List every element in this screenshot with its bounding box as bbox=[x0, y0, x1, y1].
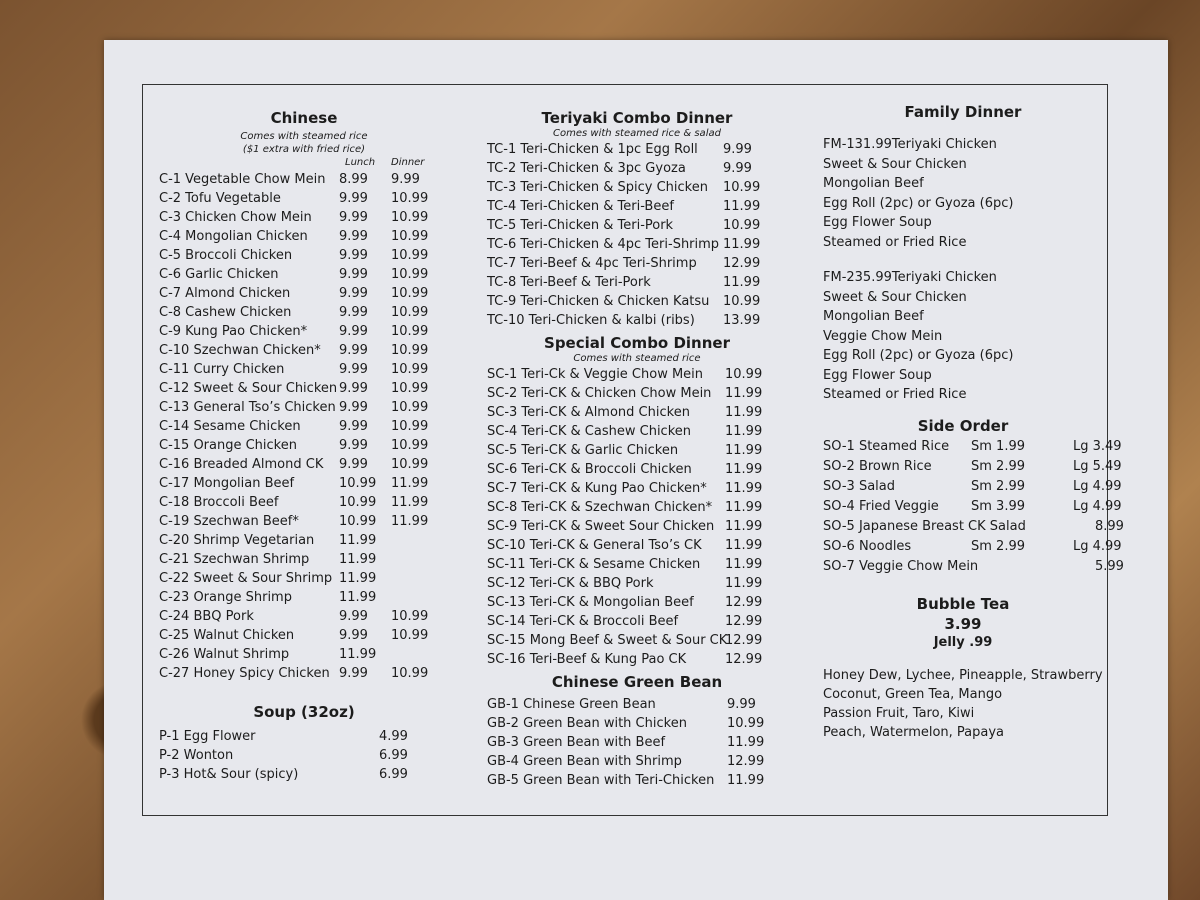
item-name: P-3 Hot& Sour (spicy) bbox=[159, 767, 299, 782]
special-item bbox=[487, 555, 787, 574]
dinner-price: 10.99 bbox=[391, 248, 429, 263]
teriyaki-item bbox=[487, 292, 787, 311]
lunch-price: 9.99 bbox=[339, 286, 368, 301]
special-item bbox=[487, 536, 787, 555]
item-name: SC-11 Teri-CK & Sesame Chicken bbox=[487, 557, 701, 572]
soup-item-list bbox=[159, 727, 449, 784]
small-price: Sm 3.99 bbox=[971, 498, 1025, 514]
soup-item bbox=[159, 765, 449, 784]
item-name: C-15 Orange Chicken bbox=[159, 438, 297, 453]
large-price: 8.99 bbox=[1095, 518, 1124, 534]
family-item: Egg Flower Soup bbox=[823, 367, 932, 383]
flavor-line: Passion Fruit, Taro, Kiwi bbox=[823, 705, 975, 721]
greenbean-title: Chinese Green Bean bbox=[551, 673, 723, 691]
special-item bbox=[487, 479, 787, 498]
item-name: TC-4 Teri-Chicken & Teri-Beef bbox=[487, 199, 674, 214]
item-name: C-5 Broccoli Chicken bbox=[159, 248, 293, 263]
lunch-header: Lunch bbox=[345, 157, 376, 168]
lunch-price: 9.99 bbox=[339, 419, 368, 434]
family-item: Egg Flower Soup bbox=[823, 215, 932, 230]
small-price: Sm 2.99 bbox=[971, 458, 1025, 474]
special-title: Special Combo Dinner bbox=[544, 334, 730, 352]
lunch-price: 9.99 bbox=[339, 210, 368, 225]
small-price: Sm 1.99 bbox=[971, 438, 1025, 454]
chinese-item bbox=[159, 512, 449, 531]
item-name: SC-15 Mong Beef & Sweet & Sour CK bbox=[487, 633, 728, 648]
dinner-price: 10.99 bbox=[391, 210, 429, 225]
dinner-price: 10.99 bbox=[391, 666, 429, 681]
bubble-price: 3.99 bbox=[944, 614, 982, 633]
family-line bbox=[823, 288, 1103, 308]
chinese-item bbox=[159, 398, 449, 417]
item-price: 6.99 bbox=[379, 748, 408, 763]
item-name: C-8 Cashew Chicken bbox=[159, 305, 292, 320]
item-name: GB-1 Chinese Green Bean bbox=[487, 697, 656, 712]
lunch-price: 9.99 bbox=[339, 324, 368, 339]
family-price: 35.99 bbox=[854, 270, 892, 285]
item-name: SC-9 Teri-CK & Sweet Sour Chicken bbox=[487, 519, 715, 534]
chinese-item bbox=[159, 493, 449, 512]
special-item bbox=[487, 403, 787, 422]
item-name: GB-4 Green Bean with Shrimp bbox=[487, 754, 682, 769]
dinner-price: 10.99 bbox=[391, 457, 429, 472]
item-price: 12.99 bbox=[723, 256, 761, 271]
item-price: 11.99 bbox=[725, 443, 763, 458]
family-item: Sweet & Sour Chicken bbox=[823, 289, 967, 305]
item-name: SC-16 Teri-Beef & Kung Pao CK bbox=[487, 652, 687, 667]
item-name: P-2 Wonton bbox=[159, 748, 234, 763]
special-item bbox=[487, 422, 787, 441]
chinese-item bbox=[159, 607, 449, 626]
bubble-jelly: Jelly .99 bbox=[933, 634, 993, 650]
side-item bbox=[823, 477, 1122, 497]
large-price: Lg 4.99 bbox=[1073, 498, 1122, 514]
lunch-price: 9.99 bbox=[339, 343, 368, 358]
item-price: 11.99 bbox=[725, 538, 763, 553]
item-price: 9.99 bbox=[727, 697, 756, 712]
item-name: TC-6 Teri-Chicken & 4pc Teri-Shrimp bbox=[487, 237, 720, 252]
item-name: C-17 Mongolian Beef bbox=[159, 476, 295, 491]
item-name: SC-14 Teri-CK & Broccoli Beef bbox=[487, 614, 679, 629]
side-item bbox=[823, 497, 1122, 517]
item-price: 13.99 bbox=[723, 313, 761, 328]
item-price: 10.99 bbox=[725, 367, 763, 382]
item-name: C-16 Breaded Almond CK bbox=[159, 457, 324, 472]
item-price: 9.99 bbox=[723, 142, 752, 157]
item-price: 11.99 bbox=[725, 386, 763, 401]
soup-title: Soup (32oz) bbox=[253, 703, 355, 721]
family-line bbox=[823, 385, 1103, 405]
large-price: 5.99 bbox=[1095, 558, 1124, 574]
special-item-list bbox=[487, 365, 787, 669]
teriyaki-item bbox=[487, 159, 787, 178]
dinner-price: 10.99 bbox=[391, 400, 429, 415]
item-name: C-25 Walnut Chicken bbox=[159, 628, 295, 643]
lunch-price: 11.99 bbox=[339, 647, 377, 662]
family-item: Steamed or Fried Rice bbox=[823, 387, 967, 402]
item-price: 11.99 bbox=[725, 405, 763, 420]
dinner-price: 11.99 bbox=[391, 495, 429, 510]
dinner-price: 10.99 bbox=[391, 628, 429, 643]
item-name: SO-4 Fried Veggie bbox=[823, 498, 939, 514]
family-title: Family Dinner bbox=[904, 103, 1022, 121]
chinese-item bbox=[159, 455, 449, 474]
lunch-price: 11.99 bbox=[339, 590, 377, 605]
family-code: FM-1 bbox=[823, 137, 855, 152]
item-price: 11.99 bbox=[727, 735, 765, 750]
chinese-item bbox=[159, 664, 449, 683]
item-name: TC-2 Teri-Chicken & 3pc Gyoza bbox=[487, 161, 686, 176]
lunch-price: 11.99 bbox=[339, 533, 377, 548]
lunch-price: 8.99 bbox=[339, 172, 368, 187]
soup-item bbox=[159, 727, 449, 746]
small-price: Sm 2.99 bbox=[971, 478, 1025, 494]
greenbean-item-list bbox=[487, 695, 787, 790]
item-name: SO-2 Brown Rice bbox=[823, 458, 932, 474]
teriyaki-item bbox=[487, 216, 787, 235]
chinese-item bbox=[159, 360, 449, 379]
special-item bbox=[487, 384, 787, 403]
chinese-note-rice: Comes with steamed rice bbox=[240, 131, 368, 142]
item-price: 11.99 bbox=[723, 275, 761, 290]
greenbean-item bbox=[487, 714, 787, 733]
item-name: SC-12 Teri-CK & BBQ Pork bbox=[487, 576, 654, 591]
chinese-item bbox=[159, 170, 449, 189]
family-fm2 bbox=[823, 268, 1103, 405]
greenbean-item bbox=[487, 733, 787, 752]
family-item: Egg Roll (2pc) or Gyoza (6pc) bbox=[823, 195, 1014, 211]
item-name: P-1 Egg Flower bbox=[159, 729, 256, 744]
item-name: SC-4 Teri-CK & Cashew Chicken bbox=[487, 424, 692, 439]
chinese-item bbox=[159, 189, 449, 208]
side-item bbox=[823, 557, 1124, 577]
flavor-line: Honey Dew, Lychee, Pineapple, Strawberry bbox=[823, 667, 1103, 683]
item-name: C-23 Orange Shrimp bbox=[159, 590, 292, 605]
item-name: SC-6 Teri-CK & Broccoli Chicken bbox=[487, 462, 692, 477]
item-name: SC-1 Teri-Ck & Veggie Chow Mein bbox=[487, 367, 704, 382]
item-name: SO-3 Salad bbox=[823, 478, 895, 494]
chinese-item bbox=[159, 436, 449, 455]
dinner-price: 11.99 bbox=[391, 514, 429, 529]
dinner-price: 10.99 bbox=[391, 381, 429, 396]
column-family bbox=[823, 85, 1124, 742]
family-line bbox=[823, 366, 1103, 386]
item-price: 11.99 bbox=[725, 500, 763, 515]
item-price: 11.99 bbox=[725, 481, 763, 496]
family-line bbox=[823, 213, 1103, 233]
menu-paper bbox=[104, 40, 1168, 900]
item-name: C-3 Chicken Chow Mein bbox=[159, 210, 312, 225]
side-item bbox=[823, 437, 1122, 457]
item-name: C-21 Szechwan Shrimp bbox=[159, 552, 310, 567]
teriyaki-title: Teriyaki Combo Dinner bbox=[541, 109, 733, 127]
item-name: C-10 Szechwan Chicken* bbox=[159, 343, 321, 358]
family-item: Steamed or Fried Rice bbox=[823, 234, 967, 250]
special-item bbox=[487, 650, 787, 669]
large-price: Lg 5.49 bbox=[1073, 458, 1122, 474]
item-price: 9.99 bbox=[723, 161, 752, 176]
lunch-price: 9.99 bbox=[339, 609, 368, 624]
chinese-item bbox=[159, 588, 449, 607]
side-item bbox=[823, 457, 1122, 477]
family-item: Sweet & Sour Chicken bbox=[823, 156, 967, 172]
dinner-price: 10.99 bbox=[391, 229, 429, 244]
teriyaki-item-list bbox=[487, 140, 787, 330]
item-name: SC-2 Teri-CK & Chicken Chow Mein bbox=[487, 386, 712, 401]
item-name: TC-10 Teri-Chicken & kalbi (ribs) bbox=[487, 313, 695, 328]
chinese-note-fried: ($1 extra with fried rice) bbox=[242, 144, 366, 155]
special-item bbox=[487, 612, 787, 631]
chinese-item bbox=[159, 474, 449, 493]
lunch-price: 9.99 bbox=[339, 400, 368, 415]
lunch-price: 9.99 bbox=[339, 305, 368, 320]
dinner-header: Dinner bbox=[391, 157, 425, 168]
chinese-item bbox=[159, 265, 449, 284]
greenbean-item bbox=[487, 771, 787, 790]
chinese-title: Chinese bbox=[270, 109, 338, 127]
chinese-item bbox=[159, 569, 449, 588]
dinner-price: 11.99 bbox=[391, 476, 429, 491]
item-name: C-22 Sweet & Sour Shrimp bbox=[159, 571, 333, 586]
item-name: SC-8 Teri-CK & Szechwan Chicken* bbox=[487, 500, 713, 515]
lunch-price: 9.99 bbox=[339, 628, 368, 643]
item-name: TC-1 Teri-Chicken & 1pc Egg Roll bbox=[487, 142, 698, 157]
family-price: 31.99 bbox=[854, 137, 892, 152]
item-name: C-14 Sesame Chicken bbox=[159, 419, 301, 434]
menu-frame bbox=[142, 84, 1124, 816]
chinese-item bbox=[159, 284, 449, 303]
item-price: 12.99 bbox=[725, 595, 763, 610]
dinner-price: 10.99 bbox=[391, 324, 429, 339]
item-name: C-11 Curry Chicken bbox=[159, 362, 285, 377]
lunch-price: 9.99 bbox=[339, 438, 368, 453]
chinese-item bbox=[159, 208, 449, 227]
item-price: 12.99 bbox=[727, 754, 765, 769]
chinese-item bbox=[159, 303, 449, 322]
dinner-price: 10.99 bbox=[391, 267, 429, 282]
item-name: C-12 Sweet & Sour Chicken bbox=[159, 381, 338, 396]
chinese-item bbox=[159, 322, 449, 341]
lunch-price: 9.99 bbox=[339, 267, 368, 282]
item-name: GB-5 Green Bean with Teri-Chicken bbox=[487, 773, 715, 788]
special-item bbox=[487, 441, 787, 460]
family-line bbox=[823, 327, 1103, 347]
item-price: 11.99 bbox=[725, 557, 763, 572]
side-item bbox=[823, 537, 1122, 557]
large-price: Lg 4.99 bbox=[1073, 538, 1122, 554]
lunch-price: 9.99 bbox=[339, 381, 368, 396]
dinner-price: 10.99 bbox=[391, 609, 429, 624]
flavor-line: Peach, Watermelon, Papaya bbox=[823, 724, 1005, 740]
special-note: Comes with steamed rice bbox=[573, 353, 701, 364]
item-name: C-20 Shrimp Vegetarian bbox=[159, 533, 315, 548]
lunch-price: 11.99 bbox=[339, 571, 377, 586]
chinese-price-header bbox=[159, 156, 449, 170]
chinese-item-list bbox=[159, 170, 449, 683]
item-price: 11.99 bbox=[723, 237, 761, 252]
dinner-price: 10.99 bbox=[391, 343, 429, 358]
dinner-price: 10.99 bbox=[391, 362, 429, 377]
side-title: Side Order bbox=[917, 416, 1009, 435]
item-name: C-18 Broccoli Beef bbox=[159, 495, 279, 510]
special-item bbox=[487, 517, 787, 536]
item-price: 11.99 bbox=[725, 576, 763, 591]
chinese-item bbox=[159, 379, 449, 398]
family-line bbox=[823, 268, 1103, 288]
item-name: C-9 Kung Pao Chicken* bbox=[159, 324, 308, 339]
dinner-price: 10.99 bbox=[391, 305, 429, 320]
large-price: Lg 3.49 bbox=[1073, 438, 1122, 454]
lunch-price: 10.99 bbox=[339, 476, 377, 491]
family-item: Teriyaki Chicken bbox=[891, 270, 997, 285]
item-name: C-13 General Tso’s Chicken bbox=[159, 400, 336, 415]
lunch-price: 9.99 bbox=[339, 191, 368, 206]
item-price: 11.99 bbox=[727, 773, 765, 788]
item-price: 12.99 bbox=[725, 633, 763, 648]
teriyaki-item bbox=[487, 311, 787, 330]
item-price: 12.99 bbox=[725, 614, 763, 629]
family-fm1 bbox=[823, 135, 1103, 252]
item-name: SC-3 Teri-CK & Almond Chicken bbox=[487, 405, 690, 420]
bubble-title: Bubble Tea bbox=[916, 594, 1010, 613]
item-name: C-7 Almond Chicken bbox=[159, 286, 291, 301]
lunch-price: 11.99 bbox=[339, 552, 377, 567]
soup-item bbox=[159, 746, 449, 765]
item-price: 11.99 bbox=[725, 424, 763, 439]
chinese-item bbox=[159, 550, 449, 569]
item-name: TC-3 Teri-Chicken & Spicy Chicken bbox=[487, 180, 708, 195]
lunch-price: 10.99 bbox=[339, 514, 377, 529]
column-chinese bbox=[159, 85, 449, 784]
special-item bbox=[487, 498, 787, 517]
family-item: Veggie Chow Mein bbox=[823, 328, 943, 344]
item-name: TC-8 Teri-Beef & Teri-Pork bbox=[487, 275, 651, 290]
item-name: SC-13 Teri-CK & Mongolian Beef bbox=[487, 595, 694, 610]
item-name: C-4 Mongolian Chicken bbox=[159, 229, 308, 244]
item-name: GB-2 Green Bean with Chicken bbox=[487, 716, 687, 731]
family-line bbox=[823, 135, 1103, 155]
item-price: 11.99 bbox=[723, 199, 761, 214]
item-price: 10.99 bbox=[723, 294, 761, 309]
item-name: C-24 BBQ Pork bbox=[159, 609, 254, 624]
chinese-item bbox=[159, 227, 449, 246]
family-line bbox=[823, 307, 1103, 327]
special-item bbox=[487, 574, 787, 593]
item-price: 10.99 bbox=[723, 218, 761, 233]
lunch-price: 10.99 bbox=[339, 495, 377, 510]
chinese-item bbox=[159, 341, 449, 360]
item-name: C-27 Honey Spicy Chicken bbox=[159, 666, 330, 681]
teriyaki-item bbox=[487, 178, 787, 197]
item-name: SC-7 Teri-CK & Kung Pao Chicken* bbox=[487, 481, 707, 496]
lunch-price: 9.99 bbox=[339, 229, 368, 244]
item-name: SO-7 Veggie Chow Mein bbox=[823, 558, 979, 574]
lunch-price: 9.99 bbox=[339, 248, 368, 263]
item-name: SO-1 Steamed Rice bbox=[823, 438, 950, 454]
teriyaki-item bbox=[487, 197, 787, 216]
item-name: C-2 Tofu Vegetable bbox=[159, 191, 281, 206]
teriyaki-note: Comes with steamed rice & salad bbox=[553, 128, 721, 139]
item-name: C-26 Walnut Shrimp bbox=[159, 647, 290, 662]
greenbean-item bbox=[487, 695, 787, 714]
teriyaki-item bbox=[487, 254, 787, 273]
chinese-item bbox=[159, 417, 449, 436]
family-line bbox=[823, 194, 1103, 214]
item-name: GB-3 Green Bean with Beef bbox=[487, 735, 666, 750]
special-item bbox=[487, 460, 787, 479]
item-name: TC-7 Teri-Beef & 4pc Teri-Shrimp bbox=[487, 256, 697, 271]
chinese-item bbox=[159, 246, 449, 265]
dinner-price: 10.99 bbox=[391, 438, 429, 453]
family-line bbox=[823, 174, 1103, 194]
dinner-price: 9.99 bbox=[391, 172, 420, 187]
item-price: 11.99 bbox=[725, 462, 763, 477]
special-item bbox=[487, 365, 787, 384]
family-line bbox=[823, 233, 1103, 253]
family-item: Mongolian Beef bbox=[823, 176, 924, 191]
family-item: Mongolian Beef bbox=[823, 309, 924, 324]
dinner-price: 10.99 bbox=[391, 419, 429, 434]
teriyaki-item bbox=[487, 235, 787, 254]
item-name: SC-10 Teri-CK & General Tso’s CK bbox=[487, 538, 702, 553]
special-item bbox=[487, 593, 787, 612]
chinese-item bbox=[159, 626, 449, 645]
lunch-price: 9.99 bbox=[339, 362, 368, 377]
chinese-item bbox=[159, 645, 449, 664]
greenbean-item bbox=[487, 752, 787, 771]
item-price: 12.99 bbox=[725, 652, 763, 667]
chinese-item bbox=[159, 531, 449, 550]
dinner-price: 10.99 bbox=[391, 191, 429, 206]
item-name: C-1 Vegetable Chow Mein bbox=[159, 172, 326, 187]
column-combos bbox=[487, 85, 787, 790]
teriyaki-item bbox=[487, 140, 787, 159]
family-code: FM-2 bbox=[823, 270, 855, 285]
item-name: TC-5 Teri-Chicken & Teri-Pork bbox=[487, 218, 674, 233]
family-item: Teriyaki Chicken bbox=[891, 137, 997, 152]
item-name: C-19 Szechwan Beef* bbox=[159, 514, 299, 529]
special-item bbox=[487, 631, 787, 650]
large-price: Lg 4.99 bbox=[1073, 478, 1122, 494]
item-price: 6.99 bbox=[379, 767, 408, 782]
item-price: 10.99 bbox=[727, 716, 765, 731]
side-item-list bbox=[823, 437, 1124, 577]
small-price: Sm 2.99 bbox=[971, 538, 1025, 554]
item-name: TC-9 Teri-Chicken & Chicken Katsu bbox=[487, 294, 710, 309]
item-name: C-6 Garlic Chicken bbox=[159, 267, 279, 282]
item-name: SO-6 Noodles bbox=[823, 538, 912, 554]
family-line bbox=[823, 346, 1103, 366]
side-item bbox=[823, 517, 1124, 537]
family-item: Egg Roll (2pc) or Gyoza (6pc) bbox=[823, 348, 1014, 363]
family-line bbox=[823, 155, 1103, 175]
item-price: 11.99 bbox=[725, 519, 763, 534]
flavor-line: Coconut, Green Tea, Mango bbox=[823, 686, 1003, 702]
item-name: SO-5 Japanese Breast CK Salad bbox=[823, 518, 1026, 534]
teriyaki-item bbox=[487, 273, 787, 292]
item-price: 4.99 bbox=[379, 729, 408, 744]
lunch-price: 9.99 bbox=[339, 666, 368, 681]
item-price: 10.99 bbox=[723, 180, 761, 195]
bubble-flavor-list bbox=[823, 666, 1103, 742]
item-name: SC-5 Teri-CK & Garlic Chicken bbox=[487, 443, 679, 458]
dinner-price: 10.99 bbox=[391, 286, 429, 301]
lunch-price: 9.99 bbox=[339, 457, 368, 472]
